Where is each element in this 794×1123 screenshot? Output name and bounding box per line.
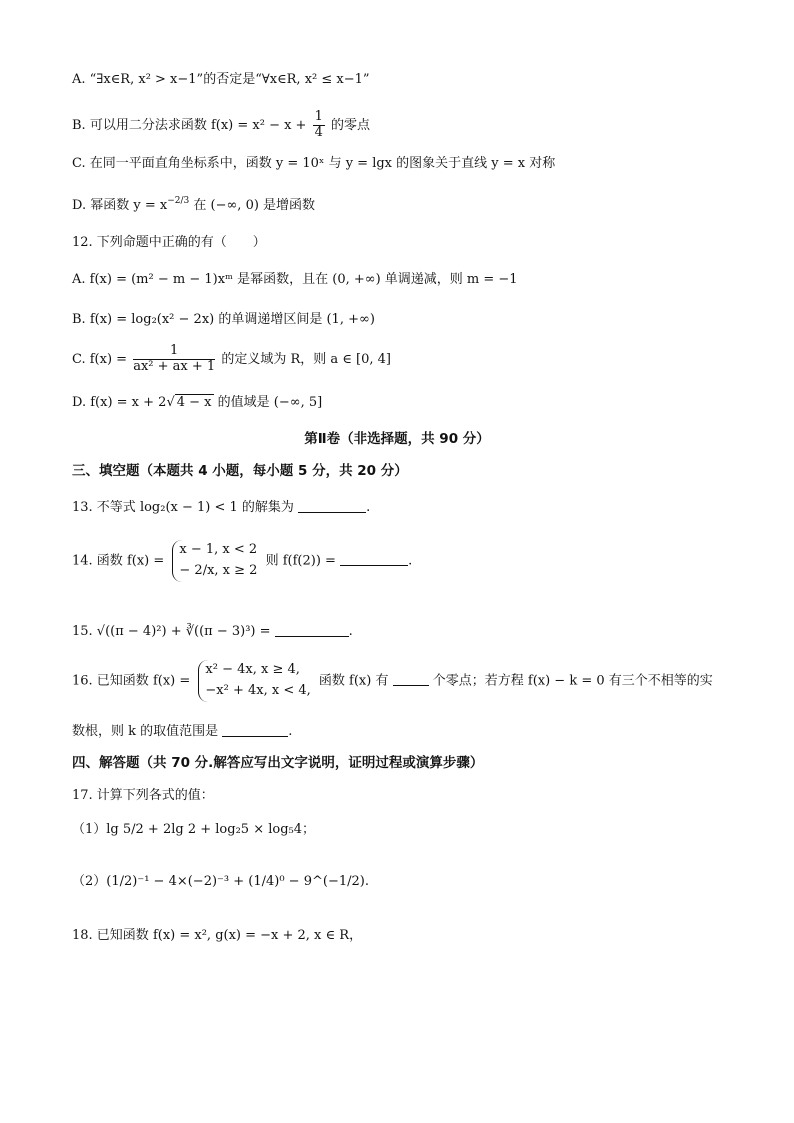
fraction-numerator: 1 <box>314 109 323 124</box>
q13 <box>72 500 734 516</box>
q12-option-b: B. f(x) = log₂(x² − 2x) 的单调递增区间是 (1, +∞) <box>72 312 375 327</box>
q16-case-2: −x² + 4x, x < 4, <box>205 682 311 698</box>
answer-blank <box>275 636 349 637</box>
q12-option-c-suffix: 的定义域为 R，则 a ∈ [0, 4] <box>221 351 391 367</box>
fraction-numerator: 1 <box>133 344 215 360</box>
q11-option-d-prefix: D. 幂函数 y = x <box>72 198 168 213</box>
q11-option-d-exponent: −2/3 <box>167 196 190 206</box>
q15 <box>72 624 734 640</box>
fraction <box>133 344 215 375</box>
sqrt-radicand: 4 − x <box>176 395 212 410</box>
q12-option-d: D. f(x) = x + 2√ 4 − x 的值域是 (−∞, 5] <box>72 395 323 410</box>
answer-blank <box>298 512 366 513</box>
q13-end: . <box>366 500 371 515</box>
q14-case-2: − 2/x, x ≥ 2 <box>179 562 258 578</box>
q16 <box>72 660 734 702</box>
q16-line-2-text: 数根，则 k 的取值范围是 <box>72 724 219 739</box>
q11-option-a: A. “∃x∈R, x² > x−1”的否定是“∀x∈R, x² ≤ x−1” <box>72 72 370 87</box>
q11-option-d-suffix: 在 (−∞, 0) 是增函数 <box>193 198 316 213</box>
q11-option-c: C. 在同一平面直角坐标系中，函数 y = 10ˣ 与 y = lgx 的图象关于直线 y = x 对称 <box>72 156 556 171</box>
q13-text: 13. 不等式 log₂(x − 1) < 1 的解集为 <box>72 500 294 515</box>
fraction-denominator: ax² + ax + 1 <box>133 358 216 374</box>
q18-text: 18. 已知函数 f(x) = x², g(x) = −x + 2, x ∈ R， <box>72 928 363 943</box>
q12-stem: 12. 下列命题中正确的有（ ） <box>72 235 266 250</box>
answer-blank <box>393 685 429 686</box>
piecewise-brace <box>172 540 257 582</box>
q14-prefix: 14. 函数 f(x) = <box>72 553 165 569</box>
q11-option-b-suffix: 的零点 <box>331 117 371 133</box>
q12-option-d-prefix: D. f(x) = x + 2 <box>72 395 167 410</box>
q15-text: 15. √((π − 4)²) + ∛((π − 3)³) = <box>72 624 271 639</box>
q14-middle: 则 f(f(2)) = <box>265 553 336 569</box>
q16-mid-2: 个零点；若方程 f(x) − k = 0 有三个不相等的实 <box>432 673 713 689</box>
q14 <box>72 540 734 582</box>
piecewise-brace <box>198 660 310 702</box>
q12-option-c <box>72 344 734 375</box>
q15-end: . <box>348 624 353 639</box>
q16-prefix: 16. 已知函数 f(x) = <box>72 673 191 689</box>
q16-line-2 <box>72 724 734 740</box>
q11-option-d <box>72 196 734 214</box>
q12-option-a: A. f(x) = (m² − m − 1)xᵐ 是幂函数，且在 (0, +∞) 单调递减，则 m = −1 <box>72 272 518 287</box>
q16-mid-1: 函数 f(x) 有 <box>318 673 389 689</box>
q12-option-c-prefix: C. f(x) = <box>72 351 128 367</box>
section4-title: 四、解答题（共 70 分.解答应写出文字说明，证明过程或演算步骤） <box>72 755 484 771</box>
answer-blank <box>222 736 288 737</box>
fraction-denominator: 4 <box>314 124 323 140</box>
q17-part-2: （2）(1/2)⁻¹ − 4×(−2)⁻³ + (1/4)⁰ − 9^(−1/2). <box>72 874 369 889</box>
part2-title: 第Ⅱ卷（非选择题，共 90 分） <box>304 431 490 447</box>
q11-option-b <box>72 110 734 141</box>
q17-part-1: （1）lg 5/2 + 2lg 2 + log₂5 × log₅4； <box>72 822 316 837</box>
q16-case-1: x² − 4x, x ≥ 4, <box>205 662 300 677</box>
q17-stem: 17. 计算下列各式的值： <box>72 788 214 803</box>
fraction <box>313 110 325 141</box>
q16-end: . <box>288 724 293 739</box>
q12-option-d-suffix: 的值域是 (−∞, 5] <box>217 395 323 410</box>
section3-title: 三、填空题（本题共 4 小题，每小题 5 分，共 20 分） <box>72 463 408 479</box>
answer-blank <box>340 565 408 566</box>
q14-end: . <box>408 553 413 569</box>
q11-option-b-prefix: B. 可以用二分法求函数 f(x) = x² − x + <box>72 117 307 133</box>
q14-case-1: x − 1, x < 2 <box>179 542 258 557</box>
